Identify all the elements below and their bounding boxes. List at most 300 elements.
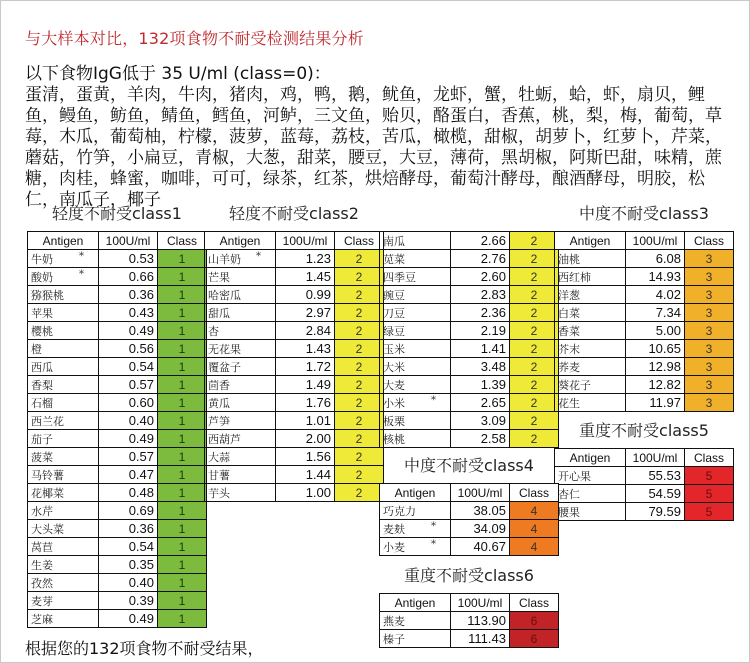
antigen-cell [28, 268, 99, 286]
antigen-header: Antigen [555, 449, 626, 467]
antigen-name: 菠菜 [31, 450, 53, 464]
class6-caption: 重度不耐受class6 [404, 566, 534, 585]
table-row [205, 340, 384, 358]
class-badge-cell: 1 [158, 448, 207, 466]
antigen-cell [205, 466, 276, 484]
table-row [28, 592, 207, 610]
antigen-cell [380, 376, 451, 394]
value-cell: 0.35 [99, 556, 158, 574]
class-badge-cell: 4 [510, 520, 559, 538]
class-badge-cell: 2 [510, 358, 559, 376]
antigen-header: Antigen [555, 232, 626, 250]
antigen-cell [28, 412, 99, 430]
antigen-name: 洋葱 [558, 288, 580, 302]
value-cell: 0.36 [99, 520, 158, 538]
antigen-name: 无花果 [208, 342, 241, 356]
class5-table [554, 448, 734, 521]
value-cell: 10.65 [626, 340, 685, 358]
value-cell: 0.47 [99, 466, 158, 484]
value-cell: 0.57 [99, 376, 158, 394]
class-badge-cell: 2 [335, 394, 384, 412]
class-badge-cell: 2 [510, 340, 559, 358]
value-cell: 0.69 [99, 502, 158, 520]
class-header: Class [685, 449, 734, 467]
antigen-name: 水芹 [31, 504, 53, 518]
value-cell: 113.90 [451, 612, 510, 630]
table-row [380, 412, 559, 430]
antigen-name: 孜然 [31, 576, 53, 590]
antigen-name: 西瓜 [31, 360, 53, 374]
value-cell: 0.49 [99, 322, 158, 340]
table-row [205, 466, 384, 484]
class-badge-cell: 1 [158, 250, 207, 268]
antigen-cell [555, 358, 626, 376]
table-row [205, 358, 384, 376]
antigen-cell [28, 502, 99, 520]
value-cell: 2.97 [276, 304, 335, 322]
table-row [28, 376, 207, 394]
value-cell: 0.99 [276, 286, 335, 304]
value-cell: 0.66 [99, 268, 158, 286]
value-cell: 1.01 [276, 412, 335, 430]
table-row [28, 520, 207, 538]
class-badge-cell: 2 [510, 394, 559, 412]
value-cell: 12.98 [626, 358, 685, 376]
table-row [205, 286, 384, 304]
value-cell: 7.34 [626, 304, 685, 322]
value-cell: 1.41 [451, 340, 510, 358]
antigen-name: 榛子 [383, 632, 405, 646]
antigen-name: 腰果 [558, 505, 580, 519]
class1-table [27, 231, 207, 628]
class-badge-cell: 1 [158, 520, 207, 538]
table-row [380, 502, 559, 520]
antigen-name: 开心果 [558, 469, 591, 483]
table-row [555, 485, 734, 503]
table-header-row [380, 484, 559, 502]
class5-caption: 重度不耐受class5 [579, 421, 709, 440]
table-row [205, 250, 384, 268]
table-row [28, 574, 207, 592]
table-row [380, 612, 559, 630]
value-cell: 0.36 [99, 286, 158, 304]
antigen-header: Antigen [380, 484, 451, 502]
value-header: 100U/ml [626, 449, 685, 467]
antigen-cell [555, 467, 626, 485]
class-badge-cell: 1 [158, 556, 207, 574]
value-cell: 2.84 [276, 322, 335, 340]
table-row [555, 376, 734, 394]
antigen-name: 豌豆 [383, 288, 405, 302]
class0-summary [25, 64, 737, 211]
antigen-name: 甘薯 [208, 468, 230, 482]
antigen-name: 麦麸 [383, 522, 405, 536]
antigen-cell [205, 412, 276, 430]
table-row [380, 340, 559, 358]
antigen-cell [205, 340, 276, 358]
class-badge-cell: 3 [685, 322, 734, 340]
table-row [555, 394, 734, 412]
table-row [205, 484, 384, 502]
antigen-cell [28, 358, 99, 376]
table-row [28, 304, 207, 322]
class-badge-cell: 1 [158, 394, 207, 412]
antigen-header: Antigen [380, 594, 451, 612]
table-row [28, 250, 207, 268]
table-row [205, 430, 384, 448]
class4-caption: 中度不耐受class4 [404, 456, 534, 475]
antigen-name: 芦笋 [208, 414, 230, 428]
antigen-name: 麦芽 [31, 594, 53, 608]
value-cell: 2.36 [451, 304, 510, 322]
antigen-name: 刀豆 [383, 306, 405, 320]
antigen-name: 大蒜 [208, 450, 230, 464]
class4-section [379, 455, 559, 556]
class-badge-cell: 1 [158, 592, 207, 610]
value-header: 100U/ml [276, 232, 335, 250]
class3-caption: 中度不耐受class3 [579, 204, 709, 223]
table-row [205, 376, 384, 394]
antigen-name: 核桃 [383, 432, 405, 446]
antigen-cell [380, 612, 451, 630]
value-cell: 0.49 [99, 610, 158, 628]
value-cell: 1.56 [276, 448, 335, 466]
antigen-header: Antigen [28, 232, 99, 250]
antigen-name: 巧克力 [383, 504, 416, 518]
class-badge-cell: 2 [510, 232, 559, 250]
table-row [28, 394, 207, 412]
antigen-name: 大麦 [383, 378, 405, 392]
antigen-cell [380, 286, 451, 304]
antigen-cell [205, 304, 276, 322]
antigen-cell [28, 574, 99, 592]
class-badge-cell: 2 [335, 466, 384, 484]
value-cell: 55.53 [626, 467, 685, 485]
antigen-cell [205, 394, 276, 412]
antigen-name: 杏仁 [558, 487, 580, 501]
class-badge-cell: 2 [335, 430, 384, 448]
table-row [380, 538, 559, 556]
value-cell: 0.53 [99, 250, 158, 268]
class-header: Class [335, 232, 384, 250]
value-cell: 1.44 [276, 466, 335, 484]
table-row [28, 322, 207, 340]
antigen-name: 牛奶 [31, 252, 53, 266]
class-header: Class [510, 594, 559, 612]
antigen-cell [555, 250, 626, 268]
class0-heading: 以下食物IgG低于 35 U/ml (class=0)： [25, 64, 331, 84]
class-badge-cell: 1 [158, 484, 207, 502]
table-row [28, 466, 207, 484]
antigen-cell [28, 250, 99, 268]
antigen-cell [555, 503, 626, 521]
antigen-cell [28, 340, 99, 358]
asterisk-marker: * [79, 269, 84, 280]
value-cell: 5.00 [626, 322, 685, 340]
antigen-name: 茄子 [31, 432, 53, 446]
antigen-name: 哈密瓜 [208, 288, 241, 302]
antigen-cell [380, 394, 451, 412]
table-row [380, 520, 559, 538]
value-cell: 2.60 [451, 268, 510, 286]
value-cell: 0.40 [99, 574, 158, 592]
antigen-cell [205, 430, 276, 448]
antigen-name: 杏 [208, 324, 219, 338]
table-row [380, 286, 559, 304]
value-cell: 0.54 [99, 538, 158, 556]
class-badge-cell: 3 [685, 340, 734, 358]
value-cell: 4.02 [626, 286, 685, 304]
antigen-name: 燕麦 [383, 614, 405, 628]
antigen-cell [380, 502, 451, 520]
antigen-cell [28, 286, 99, 304]
class-badge-cell: 2 [510, 250, 559, 268]
table-row [205, 268, 384, 286]
antigen-name: 玉米 [383, 342, 405, 356]
class-badge-cell: 1 [158, 340, 207, 358]
table-row [380, 268, 559, 286]
antigen-cell [380, 250, 451, 268]
table-header-row [28, 232, 207, 250]
table-row [28, 286, 207, 304]
table-row [555, 358, 734, 376]
table-row [555, 322, 734, 340]
class2-continued-table [379, 231, 559, 448]
class-badge-cell: 1 [158, 286, 207, 304]
antigen-cell [205, 484, 276, 502]
antigen-name: 生姜 [31, 558, 53, 572]
class2-caption: 轻度不耐受class2 [229, 204, 359, 223]
table-row [380, 358, 559, 376]
page-title: 与大样本对比，132项食物不耐受检测结果分析 [25, 29, 364, 48]
table-row [28, 340, 207, 358]
antigen-cell [555, 340, 626, 358]
antigen-cell [555, 286, 626, 304]
antigen-cell [380, 340, 451, 358]
antigen-name: 西兰花 [31, 414, 64, 428]
antigen-cell [380, 412, 451, 430]
value-cell: 0.49 [99, 430, 158, 448]
antigen-cell [380, 538, 451, 556]
class-header: Class [510, 484, 559, 502]
antigen-cell [205, 376, 276, 394]
class-badge-cell: 5 [685, 485, 734, 503]
value-cell: 1.76 [276, 394, 335, 412]
table-row [380, 376, 559, 394]
value-cell: 0.54 [99, 358, 158, 376]
value-cell: 0.39 [99, 592, 158, 610]
class-badge-cell: 1 [158, 268, 207, 286]
antigen-name: 西红柿 [558, 270, 591, 284]
antigen-name: 四季豆 [383, 270, 416, 284]
value-cell: 54.59 [626, 485, 685, 503]
antigen-cell [205, 250, 276, 268]
table-row [28, 556, 207, 574]
table-row [28, 538, 207, 556]
antigen-name: 橙 [31, 342, 42, 356]
class-header: Class [158, 232, 207, 250]
antigen-cell [28, 430, 99, 448]
value-cell: 0.43 [99, 304, 158, 322]
value-cell: 0.60 [99, 394, 158, 412]
table-row [555, 340, 734, 358]
antigen-cell [205, 448, 276, 466]
antigen-cell [205, 286, 276, 304]
table-row [380, 304, 559, 322]
class-header: Class [685, 232, 734, 250]
value-header: 100U/ml [451, 484, 510, 502]
class5-section [554, 420, 734, 521]
value-header: 100U/ml [626, 232, 685, 250]
value-cell: 2.83 [451, 286, 510, 304]
antigen-cell [555, 268, 626, 286]
value-cell: 2.66 [451, 232, 510, 250]
value-cell: 1.49 [276, 376, 335, 394]
antigen-name: 大头菜 [31, 522, 64, 536]
value-cell: 2.00 [276, 430, 335, 448]
antigen-name: 小米 [383, 396, 405, 410]
value-cell: 11.97 [626, 394, 685, 412]
table-row [555, 503, 734, 521]
value-cell: 34.09 [451, 520, 510, 538]
antigen-header: Antigen [205, 232, 276, 250]
antigen-cell [555, 485, 626, 503]
antigen-cell [380, 232, 451, 250]
value-cell: 1.39 [451, 376, 510, 394]
asterisk-marker: * [431, 521, 436, 532]
class-badge-cell: 2 [510, 430, 559, 448]
antigen-name: 绿豆 [383, 324, 405, 338]
antigen-name: 茴香 [208, 378, 230, 392]
class-badge-cell: 2 [335, 304, 384, 322]
table-header-row [205, 232, 384, 250]
value-cell: 1.00 [276, 484, 335, 502]
value-cell: 40.67 [451, 538, 510, 556]
class1-section [27, 203, 207, 628]
class-badge-cell: 2 [510, 268, 559, 286]
class0-food-list: 蛋清，蛋黄，羊肉，牛肉，猪肉，鸡，鸭，鹅，鱿鱼，龙虾，蟹，牡蛎，蛤，虾，扇贝，鲤鱼，鳗鱼，鲂鱼，鲭鱼，鳕鱼，河鲈，三文鱼，贻贝，酪蛋白，香蕉，桃，梨，梅，葡萄，草莓，木瓜，葡萄柚，柠檬，菠萝，蓝莓，荔枝，苦瓜，橄榄，甜椒，胡萝卜，红萝卜，芹菜，蘑菇，竹笋，小扁豆，青椒，大葱，甜菜，腰豆，大豆，薄荷，黑胡椒，阿斯巴甜，味精，蔗糖，肉桂，蜂蜜，咖啡，可可，绿茶，红茶，烘焙酵母，葡萄汁酵母，酿酒酵母，明胶，松仁，南瓜子，椰子 [25, 85, 722, 210]
class-badge-cell: 1 [158, 610, 207, 628]
class-badge-cell: 3 [685, 358, 734, 376]
value-cell: 1.45 [276, 268, 335, 286]
class4-table [379, 483, 559, 556]
antigen-cell [555, 394, 626, 412]
antigen-name: 板栗 [383, 414, 405, 428]
antigen-name: 香菜 [558, 324, 580, 338]
antigen-name: 芒果 [208, 270, 230, 284]
value-cell: 2.65 [451, 394, 510, 412]
antigen-cell [205, 358, 276, 376]
antigen-cell [555, 376, 626, 394]
class-badge-cell: 3 [685, 286, 734, 304]
class-badge-cell: 1 [158, 322, 207, 340]
antigen-name: 油桃 [558, 252, 580, 266]
table-row [28, 610, 207, 628]
table-row [205, 394, 384, 412]
antigen-cell [380, 322, 451, 340]
asterisk-marker: * [431, 539, 436, 550]
value-cell: 14.93 [626, 268, 685, 286]
table-row [28, 358, 207, 376]
antigen-name: 大米 [383, 360, 405, 374]
value-cell: 0.57 [99, 448, 158, 466]
value-cell: 3.09 [451, 412, 510, 430]
table-row [380, 250, 559, 268]
class-badge-cell: 3 [685, 394, 734, 412]
value-cell: 3.48 [451, 358, 510, 376]
asterisk-marker: * [431, 395, 436, 406]
antigen-cell [28, 484, 99, 502]
value-cell: 0.56 [99, 340, 158, 358]
antigen-name: 覆盆子 [208, 360, 241, 374]
antigen-name: 荞麦 [558, 360, 580, 374]
antigen-cell [28, 304, 99, 322]
antigen-name: 马铃薯 [31, 468, 64, 482]
antigen-name: 白菜 [558, 306, 580, 320]
antigen-name: 山羊奶 [208, 252, 241, 266]
antigen-name: 西葫芦 [208, 432, 241, 446]
class-badge-cell: 2 [335, 340, 384, 358]
antigen-name: 石榴 [31, 396, 53, 410]
class-badge-cell: 2 [510, 286, 559, 304]
antigen-cell [205, 268, 276, 286]
class2-section [204, 203, 384, 502]
antigen-name: 酸奶 [31, 270, 53, 284]
value-cell: 1.72 [276, 358, 335, 376]
class-badge-cell: 2 [335, 412, 384, 430]
antigen-name: 苹果 [31, 306, 53, 320]
antigen-cell [28, 466, 99, 484]
value-cell: 79.59 [626, 503, 685, 521]
class-badge-cell: 3 [685, 304, 734, 322]
table-row [28, 268, 207, 286]
class-badge-cell: 1 [158, 466, 207, 484]
table-row [28, 502, 207, 520]
class-badge-cell: 2 [510, 376, 559, 394]
table-row [555, 268, 734, 286]
footer-text: 根据您的132项食物不耐受结果， [25, 639, 264, 658]
class-badge-cell: 3 [685, 376, 734, 394]
antigen-name: 花椰菜 [31, 486, 64, 500]
antigen-name: 莴苣 [31, 540, 53, 554]
antigen-cell [28, 394, 99, 412]
class-badge-cell: 6 [510, 612, 559, 630]
value-cell: 0.40 [99, 412, 158, 430]
table-row [380, 630, 559, 648]
antigen-cell [380, 430, 451, 448]
value-cell: 111.43 [451, 630, 510, 648]
value-cell: 2.19 [451, 322, 510, 340]
class-badge-cell: 2 [510, 412, 559, 430]
class3-table [554, 231, 734, 412]
class2-table [204, 231, 384, 502]
table-row [205, 412, 384, 430]
value-header: 100U/ml [99, 232, 158, 250]
value-cell: 0.48 [99, 484, 158, 502]
table-row [380, 430, 559, 448]
table-row [205, 304, 384, 322]
antigen-name: 猕猴桃 [31, 288, 64, 302]
class-badge-cell: 2 [335, 250, 384, 268]
value-cell: 6.08 [626, 250, 685, 268]
antigen-cell [205, 322, 276, 340]
table-header-row [555, 232, 734, 250]
antigen-cell [380, 304, 451, 322]
antigen-cell [380, 358, 451, 376]
table-row [555, 467, 734, 485]
value-cell: 38.05 [451, 502, 510, 520]
value-cell: 1.23 [276, 250, 335, 268]
